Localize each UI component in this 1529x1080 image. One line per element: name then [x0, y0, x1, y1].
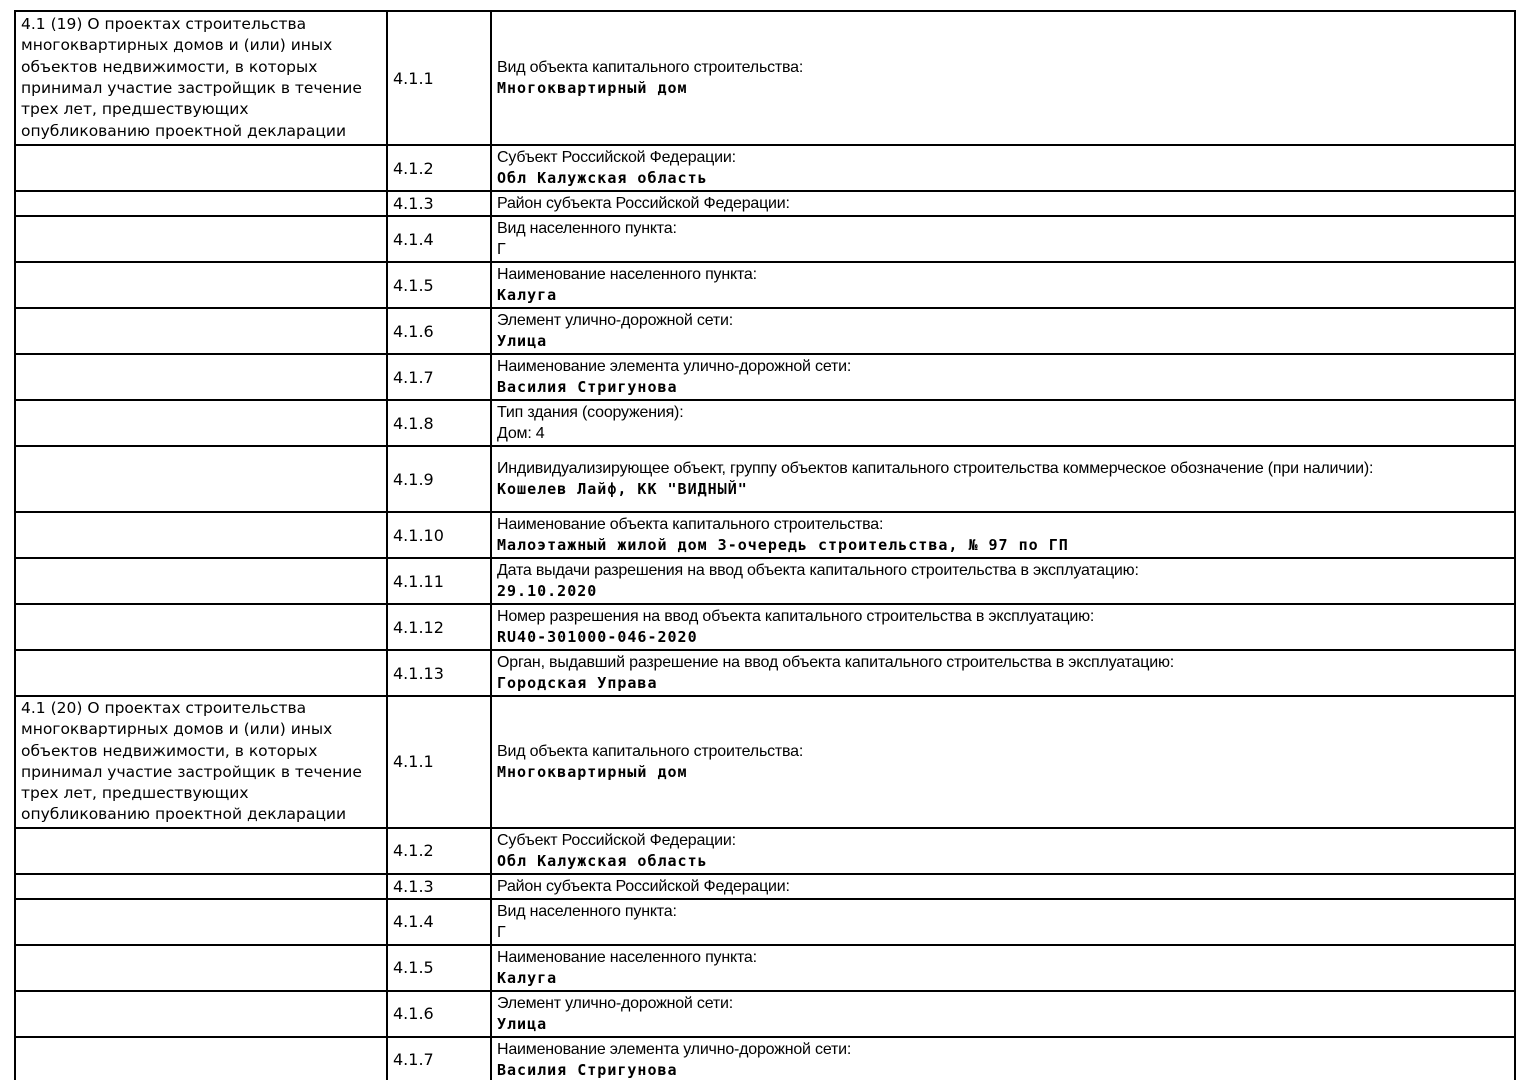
field-value: Г: [497, 923, 506, 941]
table-row: [15, 216, 1515, 262]
field-label: Элемент улично-дорожной сети:: [497, 312, 733, 329]
item-number: 4.1.7: [387, 1037, 491, 1080]
field-value: Г: [497, 241, 506, 258]
section-description: 4.1 (20) О проектах строительства многоквартирных домов и (или) иных объектов недвижимости, в которых принимал участие застройщик в течение трех лет, предшествующих опубликованию проектной декларации: [15, 696, 387, 828]
empty-cell: [15, 354, 387, 400]
field-label: Орган, выдавший разрешение на ввод объекта капитального строительства в эксплуатацию:: [497, 654, 1175, 671]
item-cell: [491, 828, 1515, 874]
empty-cell: [15, 899, 387, 945]
item-cell: [491, 874, 1515, 899]
item-cell: [491, 11, 1515, 145]
project-declaration-table: [14, 10, 1516, 1080]
item-number: 4.1.12: [387, 604, 491, 650]
empty-cell: [15, 191, 387, 216]
item-number: 4.1.1: [387, 11, 491, 145]
empty-cell: [15, 1037, 387, 1080]
item-number: 4.1.3: [387, 874, 491, 899]
field-label: Вид объекта капитального строительства:: [497, 742, 804, 760]
empty-cell: [15, 604, 387, 650]
item-cell: [491, 945, 1515, 991]
item-cell: [491, 512, 1515, 558]
field-value: Василия Стригунова: [497, 378, 678, 396]
item-number: 4.1.4: [387, 899, 491, 945]
empty-cell: [15, 308, 387, 354]
empty-cell: [15, 558, 387, 604]
table-row: [15, 696, 1515, 828]
field-label: Вид объекта капитального строительства:: [497, 59, 804, 76]
field-value: Василия Стригунова: [497, 1060, 678, 1079]
item-number: 4.1.13: [387, 650, 491, 696]
item-number: 4.1.1: [387, 696, 491, 828]
item-cell: [491, 650, 1515, 696]
table-row: [15, 991, 1515, 1037]
item-cell: [491, 400, 1515, 446]
field-label: Наименование объекта капитального строительства:: [497, 516, 884, 533]
field-value: Обл Калужская область: [497, 169, 708, 187]
field-label: Элемент улично-дорожной сети:: [497, 994, 733, 1012]
item-cell: [491, 216, 1515, 262]
field-label: Наименование населенного пункта:: [497, 948, 757, 966]
table-row: [15, 191, 1515, 216]
item-cell: [491, 696, 1515, 828]
table-row: [15, 145, 1515, 191]
section-description: 4.1 (19) О проектах строительства многоквартирных домов и (или) иных объектов недвижимости, в которых принимал участие застройщик в течение трех лет, предшествующих опубликованию проектной декларации: [15, 11, 387, 145]
empty-cell: [15, 446, 387, 512]
field-value: Улица: [497, 1014, 548, 1033]
table-row: [15, 1037, 1515, 1080]
empty-cell: [15, 216, 387, 262]
empty-cell: [15, 945, 387, 991]
field-label: Наименование элемента улично-дорожной сети:: [497, 358, 852, 375]
field-label: Наименование населенного пункта:: [497, 266, 757, 283]
item-cell: [491, 354, 1515, 400]
empty-cell: [15, 262, 387, 308]
table-row: [15, 354, 1515, 400]
field-value: Обл Калужская область: [497, 851, 708, 870]
empty-cell: [15, 828, 387, 874]
item-number: 4.1.5: [387, 945, 491, 991]
table-row: [15, 828, 1515, 874]
field-value: Городская Управа: [497, 674, 658, 692]
field-value: Кошелев Лайф, КК "ВИДНЫЙ": [497, 480, 748, 498]
item-cell: [491, 308, 1515, 354]
item-number: 4.1.10: [387, 512, 491, 558]
table-row: [15, 558, 1515, 604]
table-row: [15, 11, 1515, 145]
empty-cell: [15, 512, 387, 558]
field-label: Номер разрешения на ввод объекта капитального строительства в эксплуатацию:: [497, 608, 1095, 625]
item-cell: [491, 262, 1515, 308]
table-row: [15, 650, 1515, 696]
field-value: Многоквартирный дом: [497, 762, 688, 781]
empty-cell: [15, 650, 387, 696]
field-value: RU40-301000-046-2020: [497, 628, 698, 646]
field-label: Район субъекта Российской Федерации:: [497, 195, 790, 212]
field-value: Дом: 4: [497, 425, 545, 442]
item-number: 4.1.2: [387, 828, 491, 874]
empty-cell: [15, 874, 387, 899]
item-number: 4.1.9: [387, 446, 491, 512]
item-number: 4.1.4: [387, 216, 491, 262]
item-cell: [491, 446, 1515, 512]
item-number: 4.1.7: [387, 354, 491, 400]
field-label: Наименование элемента улично-дорожной сети:: [497, 1040, 852, 1058]
item-number: 4.1.6: [387, 308, 491, 354]
field-label: Вид населенного пункта:: [497, 902, 677, 920]
item-number: 4.1.5: [387, 262, 491, 308]
item-number: 4.1.11: [387, 558, 491, 604]
item-cell: [491, 558, 1515, 604]
field-value: Калуга: [497, 286, 558, 304]
item-cell: [491, 145, 1515, 191]
table-row: [15, 512, 1515, 558]
table-row: [15, 400, 1515, 446]
field-label: Вид населенного пункта:: [497, 220, 677, 237]
table-row: [15, 446, 1515, 512]
field-value: Улица: [497, 332, 548, 350]
field-label: Субъект Российской Федерации:: [497, 831, 736, 849]
item-number: 4.1.6: [387, 991, 491, 1037]
table-row: [15, 262, 1515, 308]
empty-cell: [15, 145, 387, 191]
table-row: [15, 945, 1515, 991]
field-label: Район субъекта Российской Федерации:: [497, 877, 790, 895]
field-value: Малоэтажный жилой дом 3-очередь строительства, № 97 по ГП: [497, 536, 1069, 554]
table-row: [15, 874, 1515, 899]
item-cell: [491, 991, 1515, 1037]
table-row: [15, 604, 1515, 650]
field-value: Калуга: [497, 968, 558, 987]
table-row: [15, 308, 1515, 354]
field-value: Многоквартирный дом: [497, 79, 688, 97]
item-cell: [491, 1037, 1515, 1080]
field-label: Тип здания (сооружения):: [497, 404, 684, 421]
field-label: Индивидуализирующее объект, группу объектов капитального строительства коммерческое обозначение (при наличии):: [497, 460, 1374, 477]
field-label: Дата выдачи разрешения на ввод объекта капитального строительства в эксплуатацию:: [497, 562, 1139, 579]
item-number: 4.1.2: [387, 145, 491, 191]
item-number: 4.1.8: [387, 400, 491, 446]
empty-cell: [15, 400, 387, 446]
item-number: 4.1.3: [387, 191, 491, 216]
empty-cell: [15, 991, 387, 1037]
item-cell: [491, 191, 1515, 216]
field-label: Субъект Российской Федерации:: [497, 149, 736, 166]
item-cell: [491, 899, 1515, 945]
field-value: 29.10.2020: [497, 582, 598, 600]
item-cell: [491, 604, 1515, 650]
table-row: [15, 899, 1515, 945]
